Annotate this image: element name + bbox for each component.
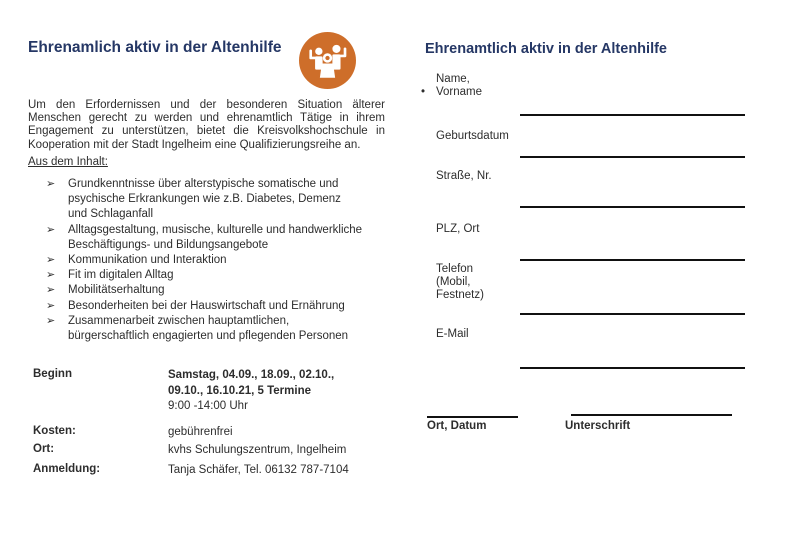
- list-item-line: Besonderheiten bei der Hauswirtschaft und Ernährung: [68, 299, 345, 312]
- field-label-line: Name,: [436, 73, 470, 85]
- left-title: Ehrenamlich aktiv in der Altenhilfe: [28, 39, 282, 57]
- detail-label-ort: Ort:: [33, 443, 55, 455]
- arrow-bullet-icon: ➢: [46, 269, 56, 282]
- list-item: [46, 283, 381, 298]
- detail-value-line: Samstag, 04.09., 18.09., 02.10.,: [168, 369, 335, 381]
- form-title: Ehrenamtlich aktiv in der Altenhilfe: [425, 41, 667, 58]
- list-item-line: Grundkenntnisse über alterstypische somatische und: [68, 178, 339, 190]
- field-label-telefon: [436, 263, 484, 302]
- arrow-bullet-icon: ➢: [46, 178, 56, 190]
- arrow-bullet-icon: ➢: [46, 254, 56, 267]
- list-item: [46, 299, 381, 314]
- field-label-geburtsdatum: [436, 130, 509, 143]
- list-item-line: Zusammenarbeit zwischen hauptamtlichen,: [68, 314, 290, 327]
- field-label-plz-ort: [436, 223, 479, 236]
- field-label-line: Festnetz): [436, 289, 484, 301]
- content-heading: Aus dem Inhalt:: [28, 156, 108, 168]
- list-item-line: Fit im digitalen Alltag: [68, 269, 174, 282]
- field-line-plz-ort: [520, 259, 745, 261]
- detail-value-beginn: [168, 368, 388, 415]
- detail-value-kosten: gebührenfrei: [168, 426, 233, 438]
- list-item: [46, 223, 381, 253]
- list-item: [46, 268, 381, 283]
- list-item: [46, 177, 381, 223]
- field-line-email: [520, 367, 745, 369]
- field-label-line: Telefon: [436, 263, 474, 275]
- field-label-line: Geburtsdatum: [436, 130, 509, 142]
- field-label-line: E-Mail: [436, 328, 469, 340]
- arrow-bullet-icon: ➢: [46, 223, 56, 236]
- list-item-line: Alltagsgestaltung, musische, kulturelle und handwerkliche: [68, 223, 363, 236]
- field-line-strasse: [520, 206, 745, 208]
- list-item-line: Mobilitätserhaltung: [68, 284, 165, 297]
- signature-label-signature: Unterschrift: [565, 420, 631, 432]
- arrow-bullet-icon: ➢: [46, 314, 56, 327]
- detail-label-kosten: Kosten:: [33, 425, 76, 437]
- arrow-bullet-icon: ➢: [46, 299, 56, 312]
- detail-value-line: 9:00 -14:00 Uhr: [168, 400, 248, 412]
- detail-value-anmeldung: Tanja Schäfer, Tel. 06132 787-7104: [168, 464, 349, 476]
- arrow-bullet-icon: ➢: [46, 284, 56, 297]
- field-label-line: Straße, Nr.: [436, 170, 492, 182]
- field-label-strasse: [436, 170, 492, 183]
- field-label-line: PLZ, Ort: [436, 223, 480, 235]
- field-label-email: [436, 328, 469, 341]
- field-line-geburtsdatum: [520, 156, 745, 158]
- list-item-line: Beschäftigungs- und Bildungsangebote: [68, 238, 269, 251]
- people-group-icon: [299, 32, 356, 89]
- field-label-line: Vorname: [436, 86, 483, 98]
- detail-label-beginn: Beginn: [33, 368, 72, 380]
- list-item-line: psychische Erkrankungen wie z.B. Diabetes, Demenz: [68, 193, 341, 206]
- list-item: [46, 253, 381, 268]
- signature-line-place-date: [427, 416, 518, 418]
- list-bullet: •: [421, 86, 426, 98]
- field-label-name-vorname: [436, 73, 482, 99]
- detail-label-anmeldung: Anmeldung:: [33, 463, 101, 475]
- list-item-line: Kommunikation und Interaktion: [68, 254, 227, 267]
- signature-line-signature: [571, 414, 732, 416]
- detail-value-ort: kvhs Schulungszentrum, Ingelheim: [168, 444, 347, 456]
- list-item: [46, 314, 381, 344]
- list-item-line: bürgerschaftlich engagierten und pflegenden Personen: [68, 330, 349, 343]
- detail-value-line: 09.10., 16.10.21, 5 Termine: [168, 384, 311, 397]
- field-label-line: (Mobil,: [436, 276, 471, 288]
- signature-label-place-date: Ort, Datum: [427, 420, 487, 432]
- field-line-name: [520, 114, 745, 116]
- intro-paragraph: Um den Erfordernissen und der besonderen Situation älterer Menschen gerecht zu werden und ehrenamtlich Tätige in ihrem Engagement zu unterstützen, bietet die Kreisvolkshochschule in Kooperation mit der Stadt Ingelheim eine Qualifizierungsreihe an.: [28, 98, 385, 151]
- list-item-line: und Schlaganfall: [68, 208, 154, 221]
- content-list: [46, 177, 381, 344]
- field-line-telefon: [520, 313, 745, 315]
